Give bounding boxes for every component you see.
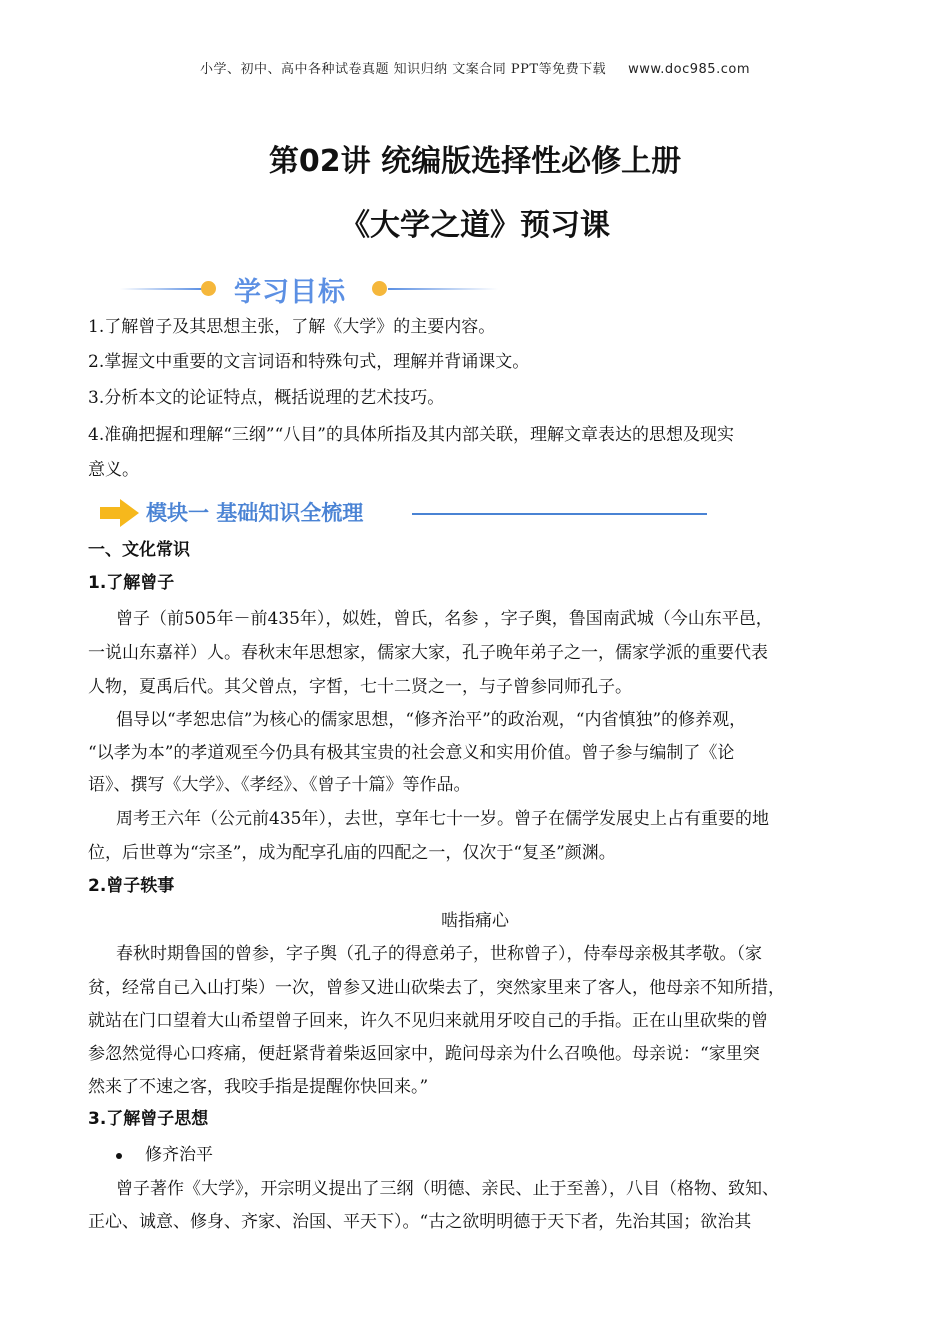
banner-dot-icon bbox=[372, 281, 387, 296]
page-subtitle: 《大学之道》预习课 bbox=[340, 208, 610, 243]
paragraph-line: 贫，经常自己入山打柴）一次，曾参又进山砍柴去了，突然家里来了客人，他母亲不知所措， bbox=[88, 978, 785, 998]
paragraph-line: 周考王六年（公元前435年），去世，享年七十一岁。曾子在儒学发展史上占有重要的地 bbox=[116, 809, 769, 829]
bullet-item: 修齐治平 bbox=[145, 1145, 213, 1165]
paragraph-line: 然来了不速之客，我咬手指是提醒你快回来。” bbox=[88, 1077, 429, 1097]
paragraph-line: 曾子（前505年－前435年），姒姓，曾氏，名参 ，字子舆，鲁国南武城（今山东平邑， bbox=[116, 609, 773, 629]
site-header-text: 小学、初中、高中各种试卷真题 知识归纳 文案合同 PPT等免费下载 bbox=[200, 62, 607, 77]
subsection-heading: 3.了解曾子思想 bbox=[88, 1109, 209, 1129]
paragraph-line: 正心、诚意、修身、齐家、治国、平天下）。“古之欲明明德于天下者，先治其国；欲治其 bbox=[88, 1212, 752, 1232]
subsection-heading: 1.了解曾子 bbox=[88, 573, 175, 593]
paragraph-line: 语》、撰写《大学》、《孝经》、《曾子十篇》等作品。 bbox=[88, 775, 471, 795]
module-banner bbox=[100, 494, 710, 534]
paragraph-line: 春秋时期鲁国的曾参，字子舆（孔子的得意弟子，世称曾子），侍奉母亲极其孝敬。（家 bbox=[116, 944, 762, 964]
goal-item: 1.了解曾子及其思想主张，了解《大学》的主要内容。 bbox=[88, 317, 496, 337]
arrow-right-icon bbox=[100, 498, 140, 528]
section-heading: 一、文化常识 bbox=[88, 540, 190, 560]
banner-divider-left bbox=[120, 288, 202, 290]
site-header bbox=[0, 58, 950, 77]
page-title: 第02讲 统编版选择性必修上册 bbox=[268, 144, 682, 179]
learning-goals-title: 学习目标 bbox=[234, 277, 346, 308]
banner-dot-icon bbox=[201, 281, 216, 296]
site-url-link[interactable]: www.doc985.com bbox=[628, 62, 750, 77]
paragraph-line: “以孝为本”的孝道观至今仍具有极其宝贵的社会意义和实用价值。曾子参与编制了《论 bbox=[88, 743, 735, 763]
story-title: 啮指痛心 bbox=[441, 911, 509, 931]
paragraph-line: 就站在门口望着大山希望曾子回来，许久不见归来就用牙咬自己的手指。正在山里砍柴的曾 bbox=[88, 1011, 768, 1031]
subsection-heading: 2.曾子轶事 bbox=[88, 876, 175, 896]
paragraph-line: 一说山东嘉祥）人。春秋末年思想家，儒家大家，孔子晚年弟子之一，儒家学派的重要代表 bbox=[88, 643, 768, 663]
paragraph-line: 参忽然觉得心口疼痛，便赶紧背着柴返回家中，跪问母亲为什么召唤他。母亲说：“家里突 bbox=[88, 1044, 760, 1064]
goal-item: 4.准确把握和理解“三纲”“八目”的具体所指及其内部关联，理解文章表达的思想及现实 bbox=[88, 425, 734, 445]
goal-item: 3.分析本文的论证特点，概括说理的艺术技巧。 bbox=[88, 388, 445, 408]
banner-divider-right bbox=[388, 288, 498, 290]
module-title: 模块一 基础知识全梳理 bbox=[146, 501, 364, 525]
paragraph-line: 倡导以“孝恕忠信”为核心的儒家思想，“修齐治平”的政治观，“内省慎独”的修养观， bbox=[116, 710, 747, 730]
paragraph-line: 人物，夏禹后代。其父曾点，字皙，七十二贤之一，与子曾参同师孔子。 bbox=[88, 677, 632, 697]
bullet-icon bbox=[116, 1153, 122, 1159]
goal-item-continued: 意义。 bbox=[88, 460, 139, 480]
paragraph-line: 曾子著作《大学》，开宗明义提出了三纲（明德、亲民、止于至善），八目（格物、致知、 bbox=[116, 1179, 779, 1199]
module-divider bbox=[412, 513, 707, 515]
paragraph-line: 位，后世尊为“宗圣”，成为配享孔庙的四配之一，仅次于“复圣”颜渊。 bbox=[88, 843, 616, 863]
goal-item: 2.掌握文中重要的文言词语和特殊句式，理解并背诵课文。 bbox=[88, 352, 530, 372]
learning-goals-banner bbox=[120, 270, 500, 308]
